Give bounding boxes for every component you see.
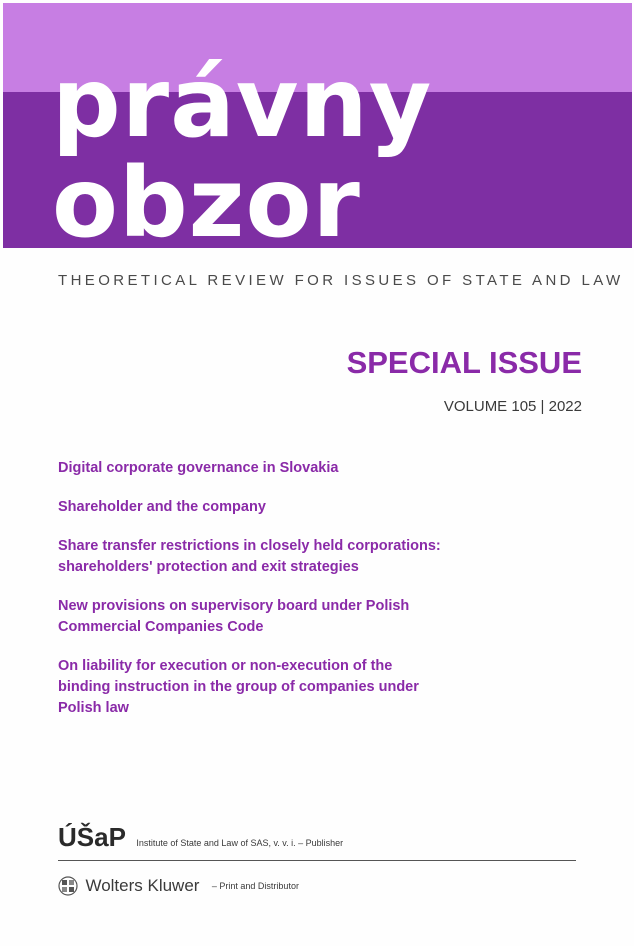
footer-divider xyxy=(58,860,576,861)
article-title: Digital corporate governance in Slovakia xyxy=(58,460,339,476)
publisher-logo: ÚŠaP xyxy=(58,822,126,852)
special-issue-label: SPECIAL ISSUE xyxy=(346,345,582,380)
distributor-line xyxy=(58,876,299,896)
article-title: On liability for execution or non-execution of the binding instruction in the group of companies under Polish law xyxy=(58,658,419,716)
publisher-text: Institute of State and Law of SAS, v. v. i. – Publisher xyxy=(136,838,344,848)
wolters-kluwer-logo-icon xyxy=(58,876,78,896)
journal-title-line-1: právny xyxy=(52,47,433,159)
article-list xyxy=(58,458,498,737)
publisher-line xyxy=(58,822,343,853)
article-title: Share transfer restrictions in closely held corporations: shareholders' protection and exit strategies xyxy=(58,538,441,575)
article-title: New provisions on supervisory board under Polish Commercial Companies Code xyxy=(58,598,410,635)
journal-title-line-2: obzor xyxy=(52,147,361,259)
distributor-role: – Print and Distributor xyxy=(211,881,299,891)
journal-subtitle: THEORETICAL REVIEW FOR ISSUES OF STATE AND LAW xyxy=(58,272,624,289)
distributor-name: Wolters Kluwer xyxy=(85,876,200,895)
volume-label: VOLUME 105 | 2022 xyxy=(443,398,582,415)
article-title: Shareholder and the company xyxy=(58,499,266,515)
